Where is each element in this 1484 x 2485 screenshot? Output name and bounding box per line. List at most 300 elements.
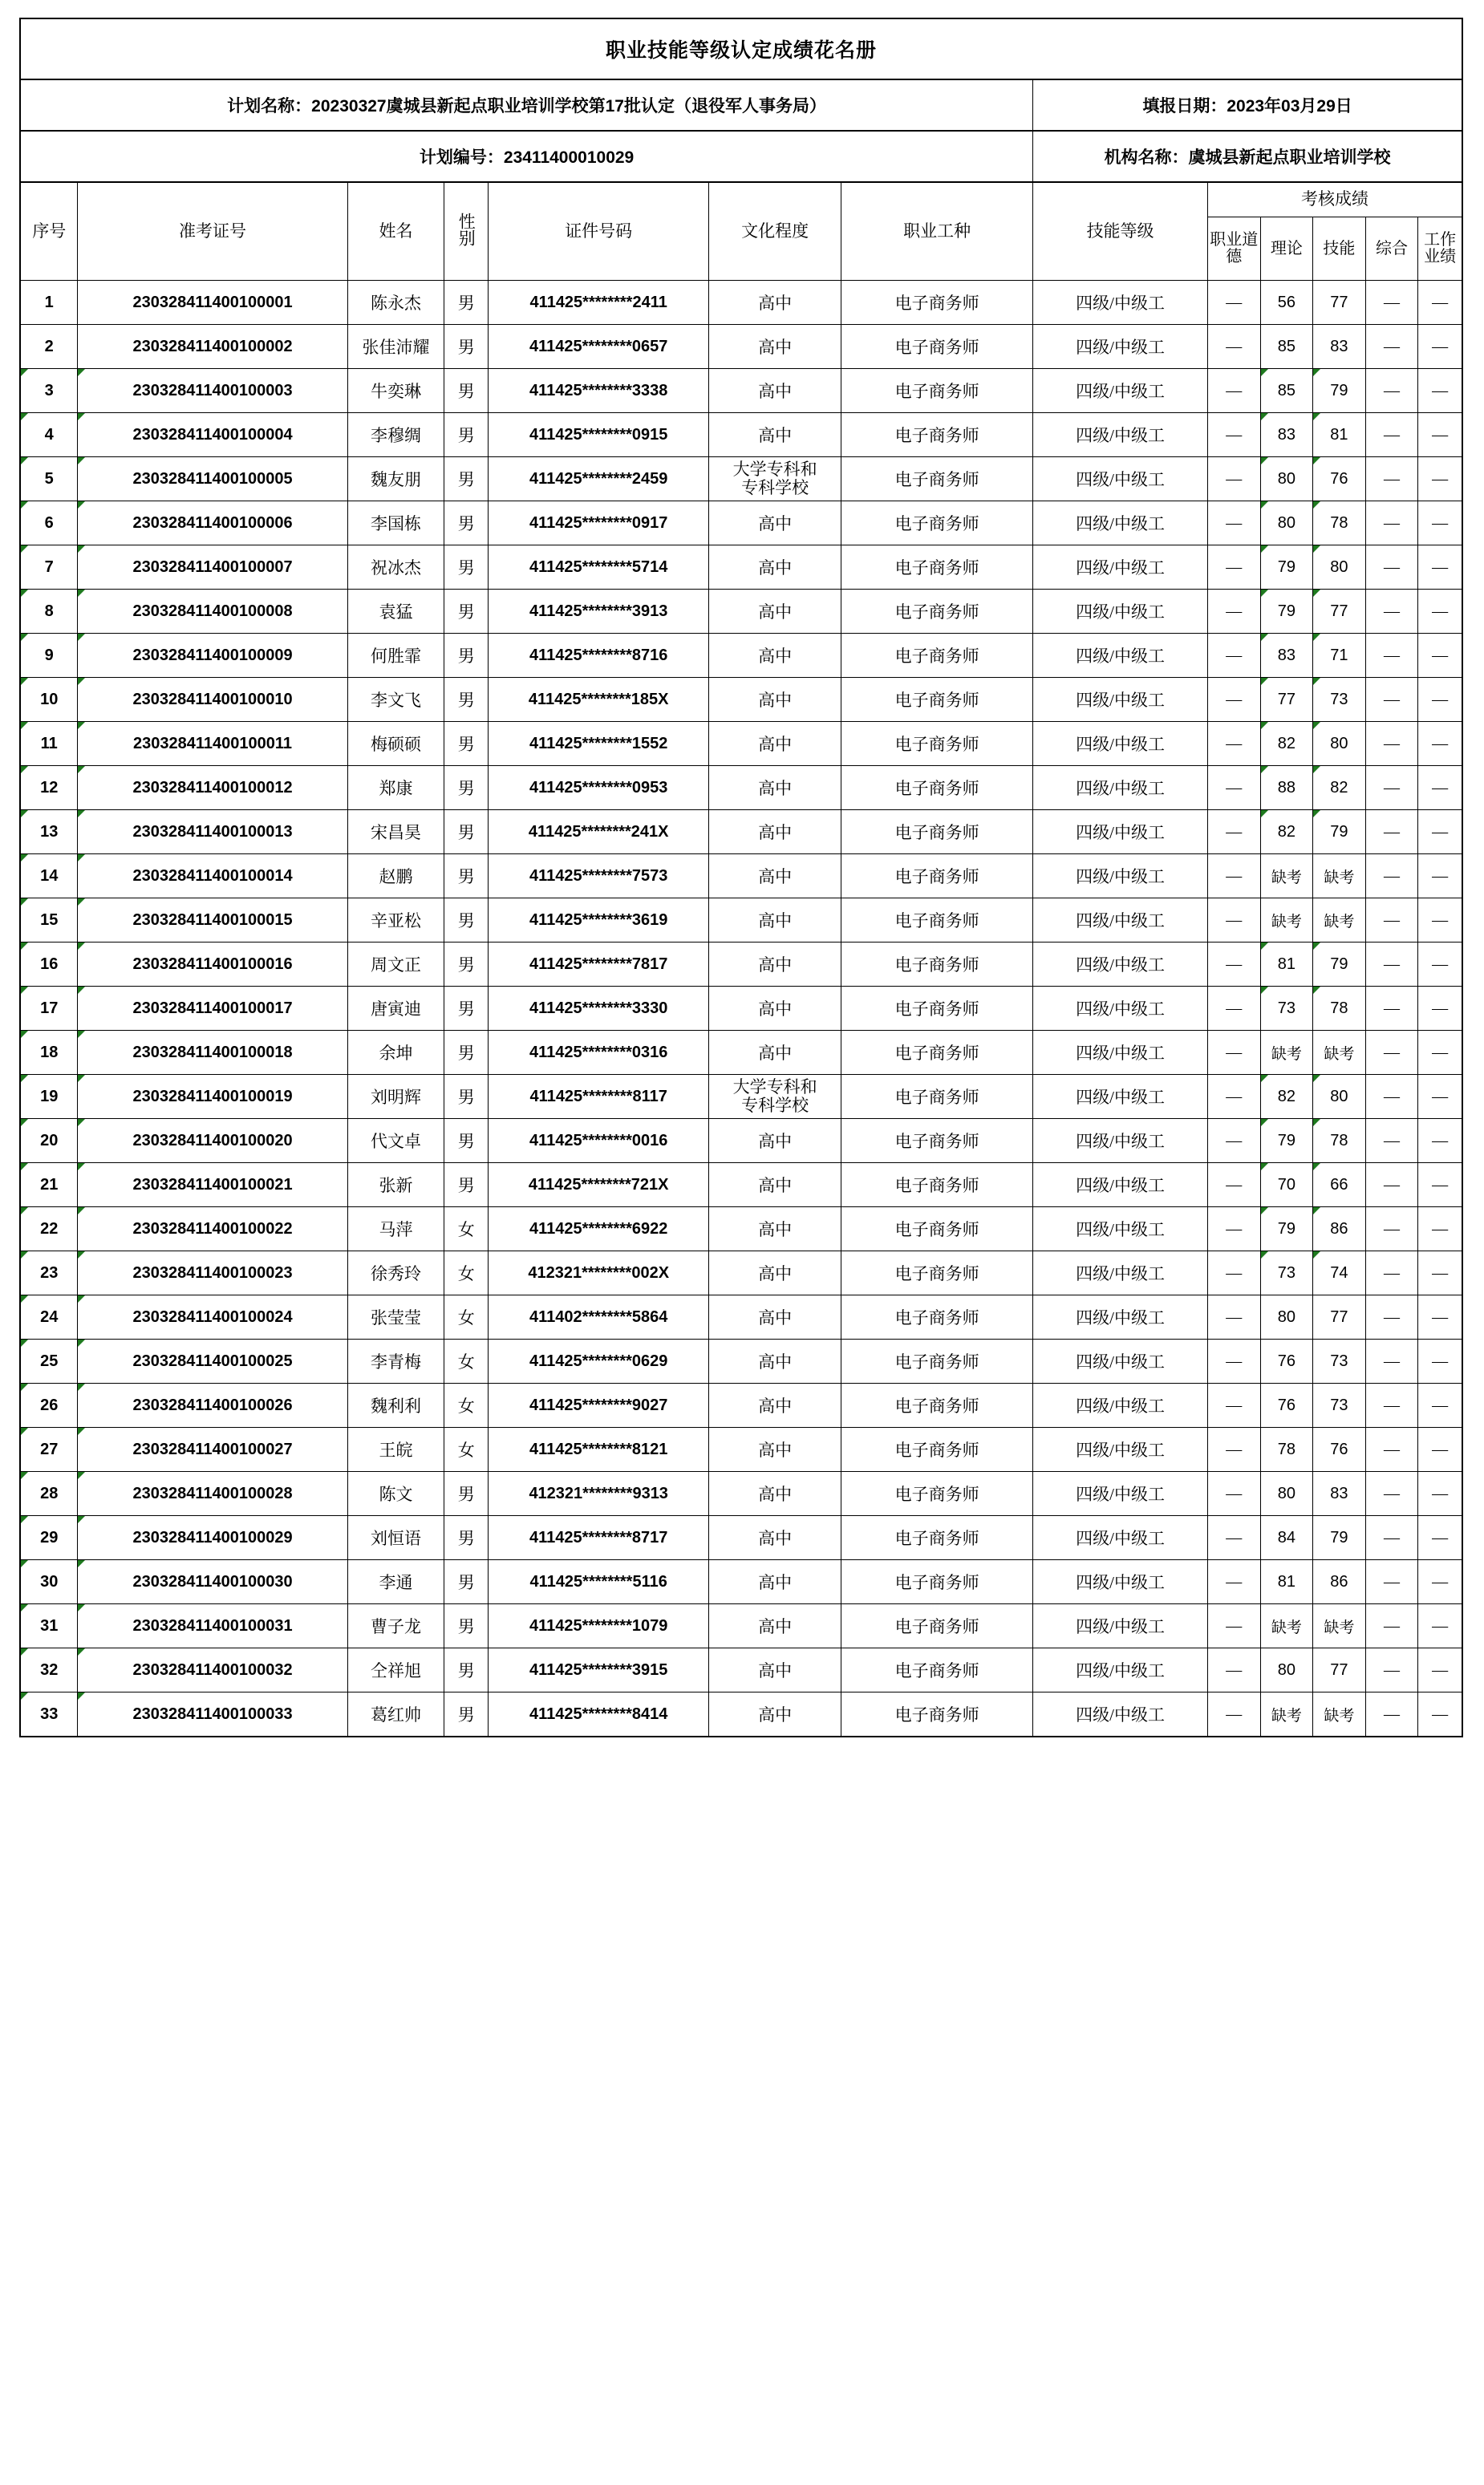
cell-skill-level: 四级/中级工 — [1033, 1163, 1208, 1207]
cell-ethics: — — [1207, 943, 1260, 987]
col-header-ethics: 职业道德 — [1207, 217, 1260, 281]
cell-education: 高中 — [709, 634, 841, 678]
cell-exam-no: 230328411400100019 — [78, 1075, 347, 1119]
table-row — [20, 1207, 1462, 1251]
cell-skill-level: 四级/中级工 — [1033, 1251, 1208, 1295]
cell-gender: 男 — [444, 1560, 489, 1604]
cell-ethics: — — [1207, 987, 1260, 1031]
table-row — [20, 1560, 1462, 1604]
cell-id-no: 411425********0657 — [489, 325, 709, 369]
cell-seq: 33 — [20, 1692, 78, 1737]
cell-exam-no: 230328411400100013 — [78, 810, 347, 854]
cell-occupation: 电子商务师 — [841, 1384, 1033, 1428]
cell-gender: 男 — [444, 810, 489, 854]
cell-education: 大学专科和 专科学校 — [709, 1075, 841, 1119]
cell-education: 高中 — [709, 1340, 841, 1384]
cell-ethics: — — [1207, 766, 1260, 810]
cell-exam-no: 230328411400100027 — [78, 1428, 347, 1472]
cell-seq: 19 — [20, 1075, 78, 1119]
cell-gender: 男 — [444, 1031, 489, 1075]
cell-ethics: — — [1207, 1428, 1260, 1472]
table-row — [20, 1340, 1462, 1384]
cell-theory: 82 — [1260, 722, 1313, 766]
cell-performance: — — [1418, 810, 1462, 854]
cell-theory: 80 — [1260, 1648, 1313, 1692]
cell-comprehensive: — — [1365, 634, 1418, 678]
cell-id-no: 411425********0953 — [489, 766, 709, 810]
cell-occupation: 电子商务师 — [841, 545, 1033, 590]
cell-skill-level: 四级/中级工 — [1033, 678, 1208, 722]
cell-performance: — — [1418, 943, 1462, 987]
cell-skill-level: 四级/中级工 — [1033, 634, 1208, 678]
cell-exam-no: 230328411400100021 — [78, 1163, 347, 1207]
cell-exam-no: 230328411400100004 — [78, 413, 347, 457]
table-row — [20, 1472, 1462, 1516]
cell-comprehensive: — — [1365, 943, 1418, 987]
cell-skill-level: 四级/中级工 — [1033, 369, 1208, 413]
table-header-row-1 — [20, 182, 1462, 217]
cell-ethics: — — [1207, 501, 1260, 545]
cell-theory: 80 — [1260, 457, 1313, 501]
cell-seq: 22 — [20, 1207, 78, 1251]
cell-comprehensive: — — [1365, 369, 1418, 413]
cell-skill: 77 — [1313, 1648, 1366, 1692]
cell-seq: 18 — [20, 1031, 78, 1075]
cell-id-no: 411425********5714 — [489, 545, 709, 590]
cell-name: 梅硕硕 — [347, 722, 444, 766]
table-row — [20, 1604, 1462, 1648]
cell-name: 魏利利 — [347, 1384, 444, 1428]
cell-skill-level: 四级/中级工 — [1033, 1428, 1208, 1472]
cell-skill: 78 — [1313, 1119, 1366, 1163]
cell-name: 牛奕琳 — [347, 369, 444, 413]
cell-exam-no: 230328411400100002 — [78, 325, 347, 369]
cell-ethics: — — [1207, 1163, 1260, 1207]
table-row — [20, 634, 1462, 678]
cell-occupation: 电子商务师 — [841, 413, 1033, 457]
cell-seq: 7 — [20, 545, 78, 590]
cell-seq: 27 — [20, 1428, 78, 1472]
table-row — [20, 281, 1462, 325]
cell-occupation: 电子商务师 — [841, 810, 1033, 854]
cell-name: 李青梅 — [347, 1340, 444, 1384]
cell-performance: — — [1418, 1340, 1462, 1384]
cell-seq: 10 — [20, 678, 78, 722]
cell-exam-no: 230328411400100003 — [78, 369, 347, 413]
cell-comprehensive: — — [1365, 810, 1418, 854]
cell-theory: 77 — [1260, 678, 1313, 722]
cell-performance: — — [1418, 634, 1462, 678]
cell-exam-no: 230328411400100030 — [78, 1560, 347, 1604]
cell-ethics: — — [1207, 1692, 1260, 1737]
cell-education: 高中 — [709, 1516, 841, 1560]
cell-skill-level: 四级/中级工 — [1033, 766, 1208, 810]
cell-name: 余坤 — [347, 1031, 444, 1075]
cell-gender: 男 — [444, 634, 489, 678]
cell-ethics: — — [1207, 1516, 1260, 1560]
cell-skill: 83 — [1313, 325, 1366, 369]
cell-exam-no: 230328411400100015 — [78, 898, 347, 943]
cell-skill: 79 — [1313, 810, 1366, 854]
cell-name: 刘明辉 — [347, 1075, 444, 1119]
cell-ethics: — — [1207, 545, 1260, 590]
col-header-occupation: 职业工种 — [841, 182, 1033, 281]
cell-name: 徐秀玲 — [347, 1251, 444, 1295]
cell-id-no: 411425********8414 — [489, 1692, 709, 1737]
cell-exam-no: 230328411400100012 — [78, 766, 347, 810]
table-row — [20, 1428, 1462, 1472]
cell-comprehensive: — — [1365, 987, 1418, 1031]
cell-comprehensive: — — [1365, 1295, 1418, 1340]
cell-seq: 21 — [20, 1163, 78, 1207]
cell-theory: 76 — [1260, 1340, 1313, 1384]
table-row — [20, 943, 1462, 987]
cell-theory: 78 — [1260, 1428, 1313, 1472]
cell-gender: 男 — [444, 678, 489, 722]
cell-id-no: 411425********3330 — [489, 987, 709, 1031]
cell-ethics: — — [1207, 1295, 1260, 1340]
cell-gender: 男 — [444, 413, 489, 457]
cell-education: 高中 — [709, 1560, 841, 1604]
cell-seq: 5 — [20, 457, 78, 501]
cell-education: 高中 — [709, 1648, 841, 1692]
cell-gender: 女 — [444, 1428, 489, 1472]
cell-comprehensive: — — [1365, 1648, 1418, 1692]
cell-skill: 80 — [1313, 722, 1366, 766]
cell-performance: — — [1418, 1163, 1462, 1207]
cell-exam-no: 230328411400100028 — [78, 1472, 347, 1516]
cell-id-no: 411425********1552 — [489, 722, 709, 766]
cell-education: 高中 — [709, 590, 841, 634]
cell-comprehensive: — — [1365, 1251, 1418, 1295]
cell-exam-no: 230328411400100031 — [78, 1604, 347, 1648]
cell-skill-level: 四级/中级工 — [1033, 325, 1208, 369]
plan-code: 计划编号：23411400010029 — [20, 131, 1033, 182]
cell-skill: 77 — [1313, 281, 1366, 325]
cell-gender: 男 — [444, 457, 489, 501]
cell-education: 高中 — [709, 281, 841, 325]
cell-performance: — — [1418, 325, 1462, 369]
cell-occupation: 电子商务师 — [841, 1428, 1033, 1472]
cell-occupation: 电子商务师 — [841, 369, 1033, 413]
cell-exam-no: 230328411400100016 — [78, 943, 347, 987]
cell-exam-no: 230328411400100026 — [78, 1384, 347, 1428]
cell-occupation: 电子商务师 — [841, 722, 1033, 766]
cell-ethics: — — [1207, 457, 1260, 501]
cell-comprehensive: — — [1365, 854, 1418, 898]
cell-skill-level: 四级/中级工 — [1033, 281, 1208, 325]
table-row — [20, 1163, 1462, 1207]
cell-comprehensive: — — [1365, 590, 1418, 634]
cell-theory: 缺考 — [1260, 1031, 1313, 1075]
col-header-education: 文化程度 — [709, 182, 841, 281]
cell-gender: 男 — [444, 766, 489, 810]
cell-name: 袁猛 — [347, 590, 444, 634]
cell-skill: 86 — [1313, 1207, 1366, 1251]
cell-id-no: 411425********3915 — [489, 1648, 709, 1692]
cell-skill-level: 四级/中级工 — [1033, 1560, 1208, 1604]
cell-skill: 78 — [1313, 987, 1366, 1031]
cell-id-no: 411425********3913 — [489, 590, 709, 634]
cell-gender: 女 — [444, 1207, 489, 1251]
cell-name: 刘恒语 — [347, 1516, 444, 1560]
cell-occupation: 电子商务师 — [841, 854, 1033, 898]
cell-ethics: — — [1207, 898, 1260, 943]
cell-skill: 80 — [1313, 545, 1366, 590]
cell-comprehensive: — — [1365, 413, 1418, 457]
cell-id-no: 411425********3619 — [489, 898, 709, 943]
cell-skill: 缺考 — [1313, 1031, 1366, 1075]
cell-exam-no: 230328411400100011 — [78, 722, 347, 766]
cell-seq: 14 — [20, 854, 78, 898]
col-header-gender-text: 性别 — [456, 213, 476, 247]
cell-comprehensive: — — [1365, 1516, 1418, 1560]
cell-seq: 11 — [20, 722, 78, 766]
cell-ethics: — — [1207, 634, 1260, 678]
cell-exam-no: 230328411400100006 — [78, 501, 347, 545]
cell-name: 张新 — [347, 1163, 444, 1207]
cell-id-no: 411425********7573 — [489, 854, 709, 898]
cell-gender: 女 — [444, 1251, 489, 1295]
cell-seq: 30 — [20, 1560, 78, 1604]
cell-exam-no: 230328411400100001 — [78, 281, 347, 325]
col-header-skill-level: 技能等级 — [1033, 182, 1208, 281]
cell-name: 仝祥旭 — [347, 1648, 444, 1692]
cell-seq: 4 — [20, 413, 78, 457]
cell-occupation: 电子商务师 — [841, 1472, 1033, 1516]
cell-exam-no: 230328411400100023 — [78, 1251, 347, 1295]
cell-occupation: 电子商务师 — [841, 590, 1033, 634]
cell-name: 李通 — [347, 1560, 444, 1604]
cell-occupation: 电子商务师 — [841, 1207, 1033, 1251]
table-row — [20, 1119, 1462, 1163]
cell-performance: — — [1418, 1560, 1462, 1604]
cell-performance: — — [1418, 1251, 1462, 1295]
cell-education: 高中 — [709, 369, 841, 413]
cell-name: 张佳沛耀 — [347, 325, 444, 369]
cell-gender: 男 — [444, 1604, 489, 1648]
cell-id-no: 411425********2411 — [489, 281, 709, 325]
cell-id-no: 411425********9027 — [489, 1384, 709, 1428]
cell-ethics: — — [1207, 281, 1260, 325]
meta-row-1 — [20, 79, 1462, 131]
table-row — [20, 1516, 1462, 1560]
cell-gender: 男 — [444, 325, 489, 369]
cell-ethics: — — [1207, 1472, 1260, 1516]
cell-occupation: 电子商务师 — [841, 1031, 1033, 1075]
cell-name: 祝冰杰 — [347, 545, 444, 590]
cell-skill-level: 四级/中级工 — [1033, 1207, 1208, 1251]
plan-name: 计划名称：20230327虞城县新起点职业培训学校第17批认定（退役军人事务局） — [20, 79, 1033, 131]
cell-exam-no: 230328411400100025 — [78, 1340, 347, 1384]
cell-gender: 女 — [444, 1384, 489, 1428]
cell-name: 张莹莹 — [347, 1295, 444, 1340]
cell-performance: — — [1418, 1031, 1462, 1075]
cell-gender: 男 — [444, 1163, 489, 1207]
cell-comprehensive: — — [1365, 898, 1418, 943]
cell-skill-level: 四级/中级工 — [1033, 501, 1208, 545]
cell-name: 魏友朋 — [347, 457, 444, 501]
cell-skill: 79 — [1313, 943, 1366, 987]
cell-name: 代文卓 — [347, 1119, 444, 1163]
cell-gender: 男 — [444, 369, 489, 413]
cell-skill: 缺考 — [1313, 898, 1366, 943]
cell-skill: 76 — [1313, 1428, 1366, 1472]
cell-theory: 85 — [1260, 369, 1313, 413]
cell-skill-level: 四级/中级工 — [1033, 1472, 1208, 1516]
cell-name: 李文飞 — [347, 678, 444, 722]
cell-comprehensive: — — [1365, 1472, 1418, 1516]
cell-education: 高中 — [709, 987, 841, 1031]
cell-skill: 缺考 — [1313, 1692, 1366, 1737]
cell-theory: 缺考 — [1260, 854, 1313, 898]
cell-comprehensive: — — [1365, 722, 1418, 766]
cell-theory: 84 — [1260, 1516, 1313, 1560]
cell-exam-no: 230328411400100022 — [78, 1207, 347, 1251]
table-body — [20, 281, 1462, 1737]
cell-id-no: 411425********1079 — [489, 1604, 709, 1648]
cell-education: 高中 — [709, 1163, 841, 1207]
cell-name: 辛亚松 — [347, 898, 444, 943]
cell-comprehensive: — — [1365, 1604, 1418, 1648]
cell-skill: 缺考 — [1313, 1604, 1366, 1648]
table-row — [20, 987, 1462, 1031]
cell-skill: 77 — [1313, 590, 1366, 634]
cell-occupation: 电子商务师 — [841, 1516, 1033, 1560]
cell-occupation: 电子商务师 — [841, 1340, 1033, 1384]
cell-performance: — — [1418, 1295, 1462, 1340]
cell-skill: 86 — [1313, 1560, 1366, 1604]
cell-seq: 26 — [20, 1384, 78, 1428]
cell-skill: 77 — [1313, 1295, 1366, 1340]
cell-education: 高中 — [709, 722, 841, 766]
cell-id-no: 411425********5116 — [489, 1560, 709, 1604]
cell-ethics: — — [1207, 1560, 1260, 1604]
cell-comprehensive: — — [1365, 678, 1418, 722]
cell-theory: 79 — [1260, 545, 1313, 590]
cell-theory: 缺考 — [1260, 898, 1313, 943]
cell-theory: 73 — [1260, 987, 1313, 1031]
cell-skill-level: 四级/中级工 — [1033, 722, 1208, 766]
cell-occupation: 电子商务师 — [841, 1119, 1033, 1163]
cell-occupation: 电子商务师 — [841, 634, 1033, 678]
cell-occupation: 电子商务师 — [841, 898, 1033, 943]
cell-theory: 79 — [1260, 1207, 1313, 1251]
table-row — [20, 1031, 1462, 1075]
table-row — [20, 1692, 1462, 1737]
cell-name: 陈文 — [347, 1472, 444, 1516]
cell-seq: 17 — [20, 987, 78, 1031]
cell-performance: — — [1418, 678, 1462, 722]
cell-id-no: 411425********7817 — [489, 943, 709, 987]
cell-occupation: 电子商务师 — [841, 1295, 1033, 1340]
cell-education: 高中 — [709, 1119, 841, 1163]
cell-education: 大学专科和 专科学校 — [709, 457, 841, 501]
cell-exam-no: 230328411400100032 — [78, 1648, 347, 1692]
cell-education: 高中 — [709, 413, 841, 457]
cell-seq: 13 — [20, 810, 78, 854]
cell-theory: 80 — [1260, 1472, 1313, 1516]
cell-ethics: — — [1207, 1207, 1260, 1251]
cell-comprehensive: — — [1365, 1207, 1418, 1251]
cell-ethics: — — [1207, 722, 1260, 766]
cell-seq: 32 — [20, 1648, 78, 1692]
cell-skill-level: 四级/中级工 — [1033, 1384, 1208, 1428]
cell-ethics: — — [1207, 1031, 1260, 1075]
cell-exam-no: 230328411400100014 — [78, 854, 347, 898]
cell-ethics: — — [1207, 810, 1260, 854]
cell-ethics: — — [1207, 678, 1260, 722]
cell-id-no: 411425********0629 — [489, 1340, 709, 1384]
cell-skill: 73 — [1313, 678, 1366, 722]
cell-comprehensive: — — [1365, 545, 1418, 590]
cell-seq: 28 — [20, 1472, 78, 1516]
table-row — [20, 854, 1462, 898]
cell-occupation: 电子商务师 — [841, 766, 1033, 810]
cell-id-no: 411425********8716 — [489, 634, 709, 678]
cell-name: 唐寅迪 — [347, 987, 444, 1031]
cell-education: 高中 — [709, 854, 841, 898]
cell-name: 周文正 — [347, 943, 444, 987]
cell-performance: — — [1418, 1119, 1462, 1163]
cell-comprehensive: — — [1365, 1075, 1418, 1119]
col-header-exam-no: 准考证号 — [78, 182, 347, 281]
cell-performance: — — [1418, 369, 1462, 413]
cell-performance: — — [1418, 545, 1462, 590]
cell-id-no: 411425********6922 — [489, 1207, 709, 1251]
cell-performance: — — [1418, 854, 1462, 898]
cell-seq: 6 — [20, 501, 78, 545]
cell-gender: 男 — [444, 1472, 489, 1516]
cell-occupation: 电子商务师 — [841, 987, 1033, 1031]
cell-performance: — — [1418, 501, 1462, 545]
col-header-comprehensive: 综合 — [1365, 217, 1418, 281]
cell-gender: 男 — [444, 281, 489, 325]
cell-seq: 16 — [20, 943, 78, 987]
cell-occupation: 电子商务师 — [841, 1251, 1033, 1295]
cell-id-no: 411425********0915 — [489, 413, 709, 457]
cell-theory: 82 — [1260, 1075, 1313, 1119]
fill-date: 填报日期：2023年03月29日 — [1033, 79, 1462, 131]
table-row — [20, 413, 1462, 457]
col-header-theory: 理论 — [1260, 217, 1313, 281]
cell-theory: 82 — [1260, 810, 1313, 854]
cell-skill-level: 四级/中级工 — [1033, 1692, 1208, 1737]
cell-comprehensive: — — [1365, 1340, 1418, 1384]
cell-education: 高中 — [709, 1428, 841, 1472]
cell-comprehensive: — — [1365, 501, 1418, 545]
title-row — [20, 18, 1462, 79]
cell-performance: — — [1418, 766, 1462, 810]
cell-education: 高中 — [709, 1207, 841, 1251]
cell-ethics: — — [1207, 1384, 1260, 1428]
cell-gender: 男 — [444, 854, 489, 898]
cell-comprehensive: — — [1365, 457, 1418, 501]
cell-performance: — — [1418, 1604, 1462, 1648]
cell-education: 高中 — [709, 1604, 841, 1648]
cell-ethics: — — [1207, 1119, 1260, 1163]
cell-gender: 男 — [444, 943, 489, 987]
cell-comprehensive: — — [1365, 1560, 1418, 1604]
cell-id-no: 411425********2459 — [489, 457, 709, 501]
cell-occupation: 电子商务师 — [841, 943, 1033, 987]
cell-theory: 76 — [1260, 1384, 1313, 1428]
cell-ethics: — — [1207, 413, 1260, 457]
cell-skill-level: 四级/中级工 — [1033, 1604, 1208, 1648]
cell-skill: 78 — [1313, 501, 1366, 545]
table-row — [20, 1295, 1462, 1340]
cell-occupation: 电子商务师 — [841, 1648, 1033, 1692]
